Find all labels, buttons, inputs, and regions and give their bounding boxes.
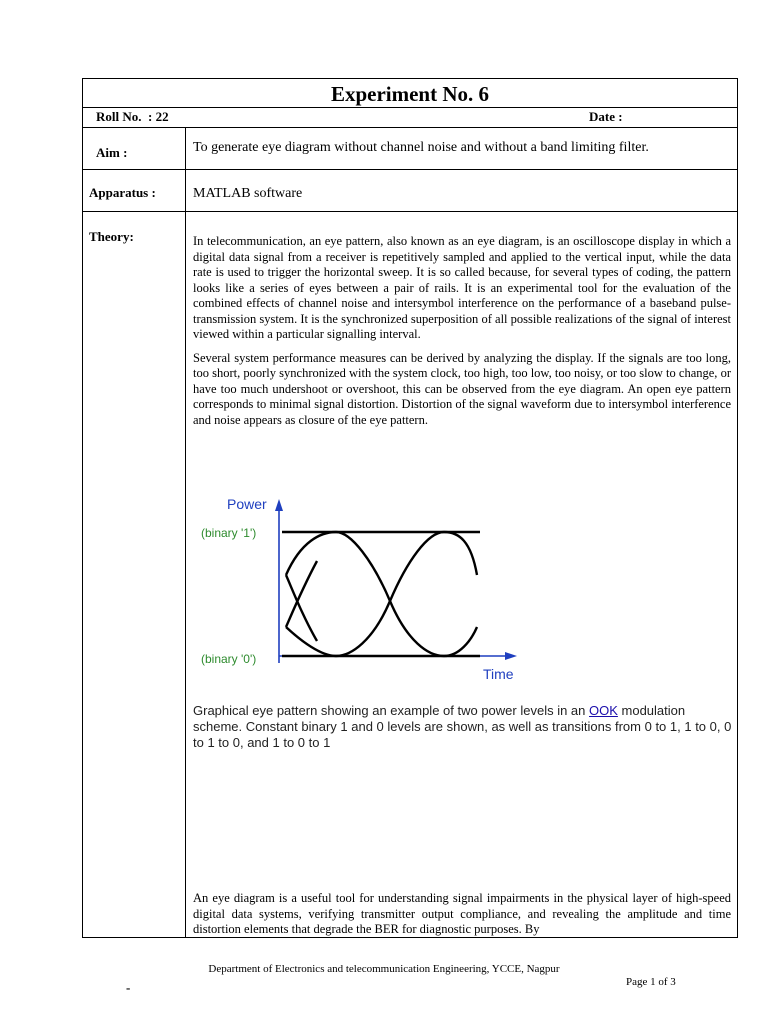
x-axis-arrow: [505, 652, 517, 660]
aim-text: To generate eye diagram without channel noise and without a band limiting filter.: [193, 140, 649, 155]
apparatus-text: MATLAB software: [193, 186, 303, 201]
eye-curve: [286, 561, 317, 627]
aim-label: Aim :: [96, 145, 128, 160]
roll-date-row: [83, 107, 737, 128]
theory-text: [193, 234, 731, 436]
caption-text: modulation scheme. Constant binary 1 and 0 levels are shown, as well as transitions from 0 to 1, 1 to 0, 0 to 1 to 0, and 1 to 0 to 1: [193, 703, 732, 750]
figure-caption: [193, 703, 733, 751]
binary-one-label: (binary '1'): [201, 526, 257, 540]
row-divider: [83, 211, 737, 212]
theory-paragraph: Several system performance measures can be derived by analyzing the display. If the signals are too long, too short, poorly synchronized with the system clock, too high, too low, too noisy, or too slow to change, or have too much undershoot or overshoot, this can be observed from the eye diagram. An open eye pattern corresponds to minimal signal distortion. Distortion of the signal waveform due to intersymbol interference and noise appears as closure of the eye pattern.: [193, 350, 731, 427]
x-axis-label: Time: [483, 666, 514, 682]
column-divider: [185, 127, 186, 937]
experiment-frame: [82, 78, 738, 938]
footer-dash: -: [126, 980, 131, 995]
theory-paragraph: An eye diagram is a useful tool for understanding signal impairments in the physical layer of high-speed digital data systems, verifying transmitter output compliance, and revealing the amplitude and time distortion elements that degrade the BER for diagnostic purposes. By: [193, 891, 731, 936]
eye-diagram-figure: [193, 491, 533, 691]
apparatus-label: Apparatus :: [89, 185, 156, 200]
y-axis-arrow: [275, 499, 283, 511]
roll-number: Roll No. : 22: [96, 109, 169, 124]
theory-paragraph: In telecommunication, an eye pattern, also known as an eye diagram, is an oscilloscope display in which a digital data signal from a receiver is repetitively sampled and applied to the vertical input, while the data rate is used to trigger the horizontal sweep. It is so called because, for several types of coding, the pattern looks like a series of eyes between a pair of rails. It is an experimental tool for the evaluation of the combined effects of channel noise and intersymbol interference on the performance of a baseband pulse-transmission system. It is the synchronized superposition of all possible realizations of the signal of interest viewed within a particular signalling interval.: [193, 234, 731, 341]
row-divider: [83, 169, 737, 170]
footer-department: Department of Electronics and telecommunication Engineering, YCCE, Nagpur: [208, 963, 560, 975]
page-title: Experiment No. 6: [83, 79, 737, 108]
theory-label: Theory:: [89, 229, 134, 244]
caption-text: Graphical eye pattern showing an example of two power levels in an: [193, 703, 589, 718]
ook-link[interactable]: OOK: [589, 703, 618, 718]
date-label: Date :: [589, 109, 623, 124]
binary-zero-label: (binary '0'): [201, 652, 257, 666]
page-number: Page 1 of 3: [626, 976, 676, 988]
y-axis-label: Power: [227, 496, 267, 512]
